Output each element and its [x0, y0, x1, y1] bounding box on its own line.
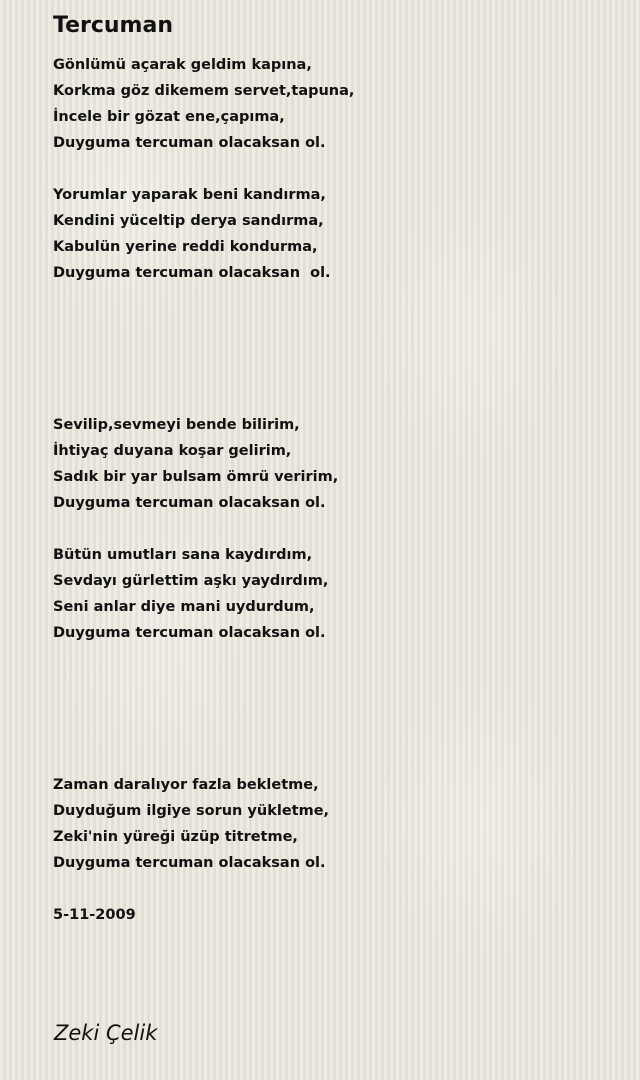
poem-line: Zeki'nin yüreği üzüp titretme, — [53, 829, 298, 845]
poem-line: Duyduğum ilgiye sorun yükletme, — [53, 803, 330, 819]
poem-line: Duyguma tercuman olacaksan ol. — [53, 625, 326, 641]
poem-line: Korkma göz dikemem servet,tapuna, — [53, 83, 355, 99]
poem-title: Tercuman — [53, 13, 173, 38]
poem-line: Kabulün yerine reddi kondurma, — [53, 239, 318, 255]
stanza-5 — [53, 772, 329, 876]
poem-line: Yorumlar yaparak beni kandırma, — [53, 187, 326, 203]
poem-line: Seni anlar diye mani uydurdum, — [53, 599, 315, 615]
poem-line: Duyguma tercuman olacaksan ol. — [53, 265, 331, 281]
stanza-2 — [53, 182, 331, 286]
stanza-4 — [53, 542, 328, 646]
poem-line: Duyguma tercuman olacaksan ol. — [53, 495, 326, 511]
poem-date: 5-11-2009 — [53, 907, 136, 923]
poem-line: Zaman daralıyor fazla bekletme, — [53, 777, 319, 793]
poem-line: Sevilip,sevmeyi bende bilirim, — [53, 417, 300, 433]
stanza-1 — [53, 52, 354, 156]
poem-line: Gönlümü açarak geldim kapına, — [53, 57, 312, 73]
poem-line: Sadık bir yar bulsam ömrü veririm, — [53, 469, 339, 485]
poem-line: Bütün umutları sana kaydırdım, — [53, 547, 313, 563]
poem-line: İncele bir gözat ene,çapıma, — [53, 109, 285, 125]
stanza-3 — [53, 412, 338, 516]
poem-line: Kendini yüceltip derya sandırma, — [53, 213, 324, 229]
poem-author: Zeki Çelik — [54, 1021, 158, 1045]
poem-line: Duyguma tercuman olacaksan ol. — [53, 135, 326, 151]
poem-line: İhtiyaç duyana koşar gelirim, — [53, 443, 292, 459]
poem-line: Sevdayı gürlettim aşkı yaydırdım, — [53, 573, 329, 589]
poem-line: Duyguma tercuman olacaksan ol. — [53, 855, 326, 871]
